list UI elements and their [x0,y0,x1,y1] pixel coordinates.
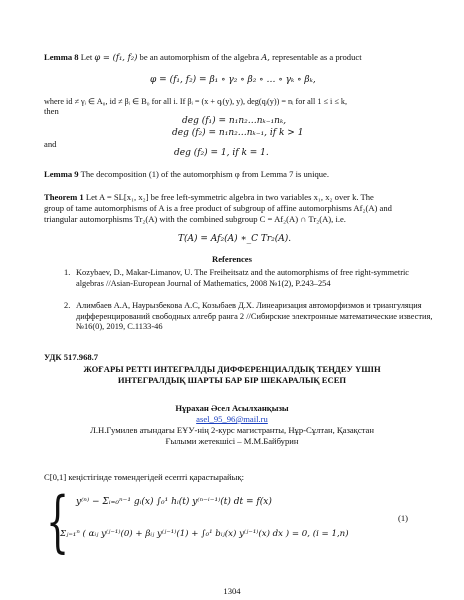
theorem1-line3: triangular automorphisms Tr₂(A) with the combined subgroup C = Af₂(A) ∩ Tr₂(A), i.e. [44,214,346,224]
theorem1-formula: T(A) = Af₂(A) ∗_C Tr₂(A). [178,234,292,244]
article-title-line1: ЖОҒАРЫ РЕТТІ ИНТЕГРАЛДЫ ДИФФЕРЕНЦИАЛДЫҚ ТЕҢДЕУ ҮШІН [83,364,381,374]
references-title: References [212,254,252,264]
lemma8-deg-formula-1: deg (f₁) = n₁n₂…nₖ₋₁nₖ, [182,116,287,126]
lemma8-where-line: where id ≠ γᵢ ∈ A₀, id ≠ βᵢ ∈ B₀ for all i. If βᵢ = (x + qᵢ(y), y), deg(qᵢ(y)) = nᵢ for all 1 ≤ i ≤ k, [44,97,348,106]
author-name: Нұрахан Әсел Асылханқызы [175,403,289,413]
lemma8-then: then [44,106,59,116]
lemma8-and: and [44,139,57,149]
email-link[interactable]: asel_95_96@mail.ru [196,414,268,424]
theorem1-line2: group of tame automorphisms of A is a free product of subgroup of affine automorphisms Af₂(A) and [44,203,392,213]
lemma9: Lemma 9 The decomposition (1) of the automorphism φ from Lemma 7 is unique. [44,169,330,179]
left-brace: { [46,483,70,560]
equation-number: (1) [398,513,409,523]
equation-system [46,483,376,562]
lemma8-intro: Lemma 8 Let φ = (f₁, f₂) be an automorphism of the algebra A, representable as a product [44,52,362,62]
article-title-line2: ИНТЕГРАЛДЫҚ ШАРТЫ БАР БІР ШЕКАРАЛЫҚ ЕСЕП [117,375,347,385]
theorem1-line1: Theorem 1 Let A = SL[x₁, x₂] be free left-symmetric algebra in two variables x₁, x₂ over k. The [44,192,374,202]
lemma8-deg-formula-3: deg (f₂) = 1, if k = 1. [174,148,269,158]
reference-item: 1. Kozybaev, D., Makar-Limanov, U. The Freiheitsatz and the automorphisms of free right-symmetric algebras //Asian-European Journal of Mathematics, 2008 №1(2), P.243–254 [64,268,410,288]
lemma8-product-formula: φ = (f₁, f₂) = β₁ ∘ γ₂ ∘ β₂ ∘ … ∘ γₖ ∘ βₖ, [150,75,316,85]
lemma8-deg-formula-2: deg (f₂) = n₁n₂…nₖ₋₁, if k > 1 [172,128,304,138]
problem-intro: C[0,1] кеңістігінде төмендегідей есепті қарастырайық: [44,472,244,482]
page-number: 1304 [223,586,241,596]
lemma9-heading: Lemma 9 [44,169,79,179]
author-affiliation: Л.Н.Гумилев атындағы ЕҰУ-нің 2-курс магистранты, Нұр-Сұлтан, Қазақстан [90,425,374,435]
lemma8-heading: Lemma 8 [44,52,79,62]
udk-code: УДК 517.968.7 [44,352,99,362]
equation-line-2: Σⱼ₌₁ⁿ ( αᵢⱼ y⁽ʲ⁻¹⁾(0) + βᵢⱼ y⁽ʲ⁻¹⁾(1) + ∫₀¹ bᵢⱼ(x) y⁽ʲ⁻¹⁾(x) dx ) = 0, (i = 1,n) [60,529,349,539]
equation-line-1: y⁽ⁿ⁾ − Σᵢ₌₀ⁿ⁻¹ gᵢ(x) ∫₀¹ hᵢ(t) y⁽ⁿ⁻ⁱ⁻¹⁾(t) dt = f(x) [76,497,272,507]
reference-item: 2. Алимбаев А.А, Наурызбекова А.С, Козыбаев Д.Х. Линеаризация автоморфизмов и триангуляция дифференцирований свободных алгебр ранга 2 //Сибирские электронные математические известия, №16(0), 2019, C.1133-46 [64,301,433,331]
supervisor: Ғылыми жетекшісі – М.М.Байбурин [165,436,299,446]
author-email[interactable] [0,414,464,425]
theorem1-heading: Theorem 1 [44,192,84,202]
